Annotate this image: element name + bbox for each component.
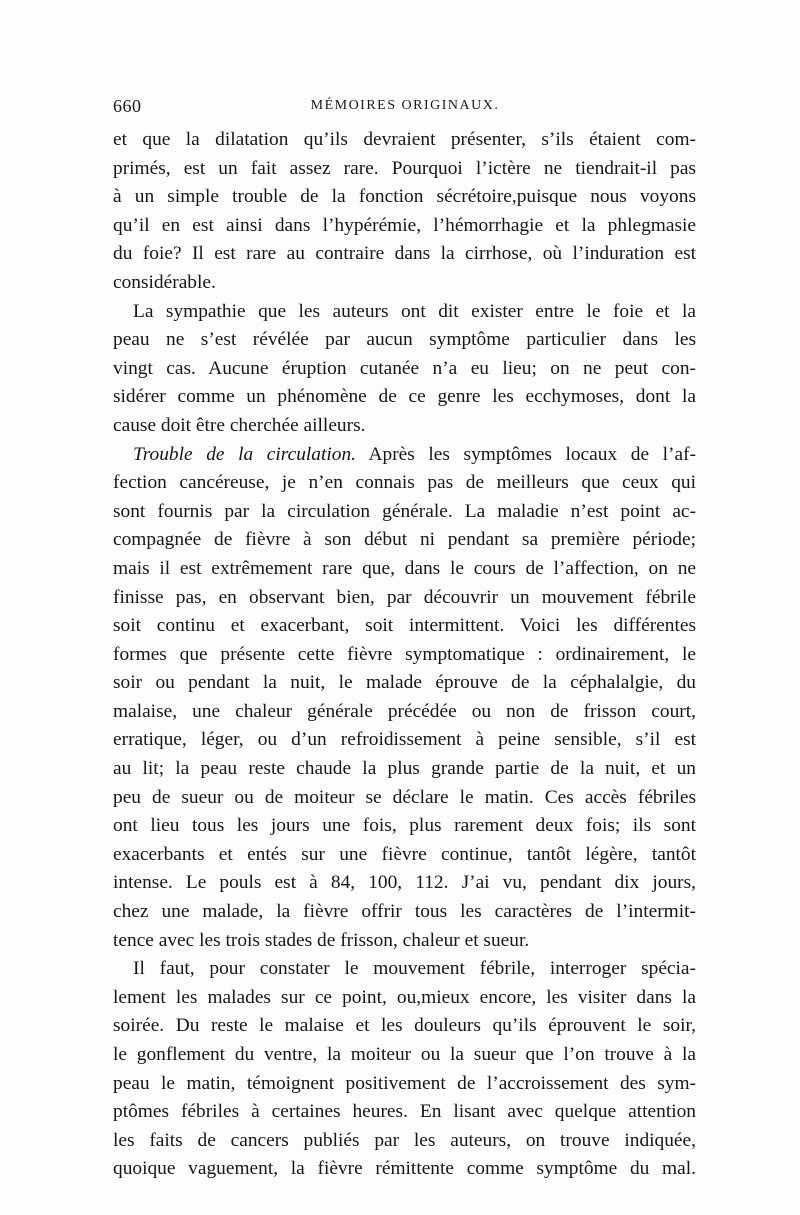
text-line: sont fournis par la circulation générale. La maladie n’est point ac-	[113, 500, 696, 522]
text-line: quoique vaguement, la fièvre rémittente comme symptôme du mal.	[113, 1158, 696, 1180]
text-line: et que la dilatation qu’ils devraient présenter, s’ils étaient com-	[113, 129, 696, 150]
text-line: primés, est un fait assez rare. Pourquoi l’ictère ne tiendrait-il pas	[113, 157, 696, 179]
text-line: le gonflement du ventre, la moiteur ou la sueur que l’on trouve à la	[113, 1044, 696, 1065]
text-line: peau le matin, témoignent positivement de l’accroissement des sym-	[113, 1072, 696, 1094]
text-line: finisse pas, en observant bien, par découvrir un mouvement fébrile	[113, 586, 696, 608]
text-line: fection cancéreuse, je n’en connais pas de meilleurs que ceux qui	[113, 472, 696, 494]
section-heading: Trouble de la circulation.	[133, 443, 356, 465]
text-line-with-heading	[113, 441, 696, 470]
text-line: qu’il en est ainsi dans l’hypérémie, l’hémorrhagie et la phlegmasie	[113, 214, 696, 236]
paragraph-1	[113, 126, 696, 298]
text-line: malaise, une chaleur générale précédée ou non de frisson court,	[113, 700, 696, 722]
text-line: ont lieu tous les jours une fois, plus rarement deux fois; ils sont	[113, 815, 696, 837]
text-line: soit continu et exacerbant, soit intermittent. Voici les différentes	[113, 615, 696, 637]
paragraph-3	[113, 441, 696, 956]
text-line: chez une malade, la fièvre offrir tous les caractères de l’intermit-	[113, 901, 696, 923]
text-line: les faits de cancers publiés par les auteurs, on trouve indiquée,	[113, 1129, 696, 1151]
paragraph-4	[113, 955, 696, 1184]
text-line: mais il est extrêmement rare que, dans le cours de l’affection, on ne	[113, 557, 696, 579]
text-line: vingt cas. Aucune éruption cutanée n’a eu lieu; on ne peut con-	[113, 357, 696, 379]
text-line: ptômes fébriles à certaines heures. En lisant avec quelque attention	[113, 1101, 696, 1123]
text-line: exacerbants et entés sur une fièvre continue, tantôt légère, tantôt	[113, 843, 696, 865]
running-title: MÉMOIRES ORIGINAUX.	[310, 98, 500, 113]
text-line: intense. Le pouls est à 84, 100, 112. J’ai vu, pendant dix jours,	[113, 872, 696, 894]
text-line: peu de sueur ou de moiteur se déclare le matin. Ces accès fébriles	[113, 786, 696, 808]
text-line: sidérer comme un phénomène de ce genre les ecchymoses, dont la	[113, 386, 696, 408]
text-line: lement les malades sur ce point, ou,mieux encore, les visiter dans la	[113, 986, 696, 1008]
paragraph-2	[113, 298, 696, 441]
text-line: tence avec les trois stades de frisson, chaleur et sueur.	[113, 929, 530, 951]
text-line: erratique, léger, ou d’un refroidissement à peine sensible, s’il est	[113, 729, 696, 751]
text-line: formes que présente cette fièvre symptomatique : ordinairement, le	[113, 643, 696, 665]
text-line: cause doit être cherchée ailleurs.	[113, 414, 366, 436]
text-line: au lit; la peau reste chaude la plus grande partie de la nuit, et un	[113, 758, 696, 780]
text-line: soir ou pendant la nuit, le malade éprouve de la céphalalgie, du	[113, 672, 696, 694]
text-line: soirée. Du reste le malaise et les douleurs qu’ils éprouvent le soir,	[113, 1015, 696, 1037]
text-line: du foie? Il est rare au contraire dans la cirrhose, où l’induration est	[113, 243, 696, 265]
text-line: Il faut, pour constater le mouvement fébrile, interroger spécia-	[133, 958, 696, 980]
text-line: peau ne s’est révélée par aucun symptôme particulier dans les	[113, 329, 696, 351]
page-header	[110, 96, 700, 118]
page-number: 660	[113, 96, 142, 116]
text-line: à un simple trouble de la fonction sécrétoire,puisque nous voyons	[113, 186, 696, 208]
text-line: considérable.	[113, 271, 216, 293]
text-line: compagnée de fièvre à son début ni pendant sa première période;	[113, 529, 696, 551]
body-text	[113, 126, 696, 1184]
text-line: La sympathie que les auteurs ont dit exister entre le foie et la	[133, 300, 696, 322]
text-line-rest: Après les symptômes locaux de l’af-	[356, 443, 697, 465]
